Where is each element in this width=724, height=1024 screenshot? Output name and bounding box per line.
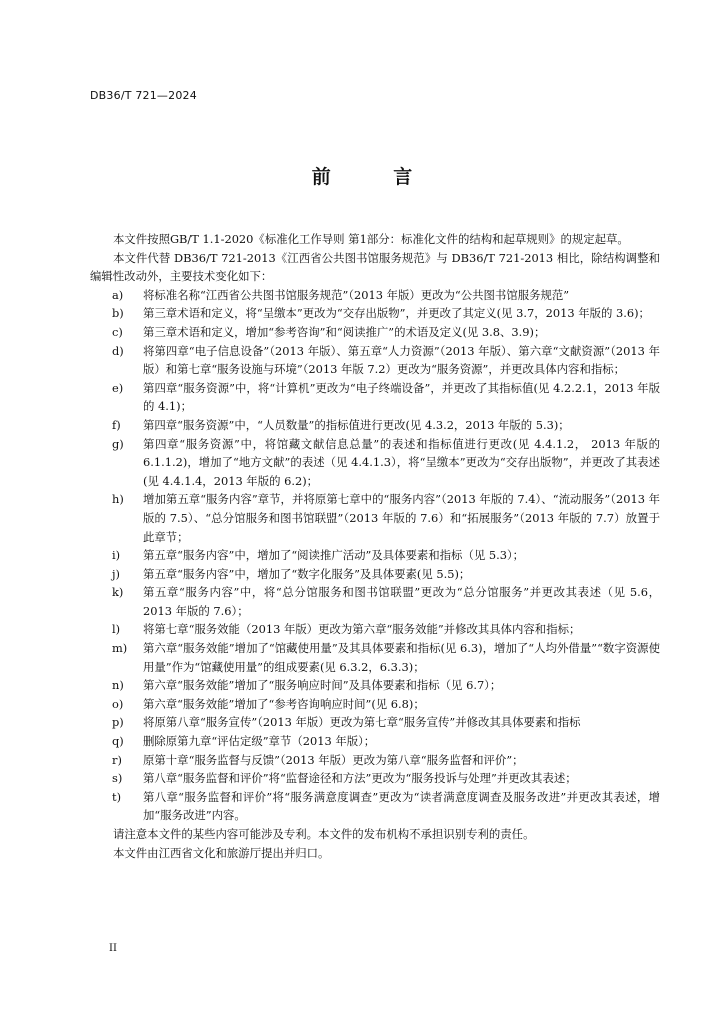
list-item-text: 第四章“服务资源”中，“人员数量”的指标值进行更改(见 4.3.2，2013 年版的 5.3)； xyxy=(143,417,570,432)
list-item-label: o) xyxy=(112,696,124,711)
list-item-label: h) xyxy=(112,492,124,507)
list-item xyxy=(90,769,660,788)
standard-code-header: DB36/T 721—2024 xyxy=(90,89,197,102)
list-item-text: 第八章“服务监督和评价”将“监督途径和方法”更改为“服务投诉与处理”并更改其表述； xyxy=(143,771,577,786)
list-item-label: m) xyxy=(112,641,128,656)
closing-paragraph: 请注意本文件的某些内容可能涉及专利。本文件的发布机构不承担识别专利的责任。 xyxy=(113,827,535,841)
page-title: 前 言 xyxy=(311,166,441,188)
list-item-text: 第五章“服务内容”中，增加了“数字化服务”及具体要素(见 5.5)； xyxy=(143,566,471,581)
list-item-text: 第三章术语和定义，增加“参考咨询”和“阅读推广”的术语及定义(见 3.8、3.9)； xyxy=(143,324,546,339)
list-item xyxy=(90,323,660,342)
list-item xyxy=(90,676,660,695)
list-item-label: n) xyxy=(112,678,124,693)
list-item xyxy=(90,304,660,323)
list-item-label: s) xyxy=(112,771,123,786)
list-item-text: 第四章“服务资源”中，将“计算机”更改为“电子终端设备”，并更改了其指标值(见 4.2.2.1，2013 年版的 4.1)； xyxy=(143,380,660,414)
list-item-text: 将原第八章“服务宣传”（2013 年版）更改为第七章“服务宣传”并修改其具体要素和指标 xyxy=(143,715,581,730)
list-item xyxy=(90,713,660,732)
list-item xyxy=(90,751,660,770)
list-item-text: 第四章“服务资源”中，将馆藏文献信息总量”的表述和指标值进行更改(见 4.4.1.2， 2013 年版的 6.1.1.2)，增加了“地方文献”的表述（见 4.4.1.3），将“呈缴本”更改为“交存出版物”，并更改了其表述(见 4.4.1.4，2013 年版的 6.2)； xyxy=(143,436,660,488)
foreword-body xyxy=(90,230,660,862)
list-item-label: f) xyxy=(112,417,121,432)
list-item xyxy=(90,435,660,491)
list-item-label: q) xyxy=(112,734,124,749)
page-number: II xyxy=(109,943,117,954)
list-item-text: 将标准名称“江西省公共图书馆服务规范”（2013 年版）更改为“公共图书馆服务规范” xyxy=(143,287,570,302)
list-item-label: r) xyxy=(112,752,122,767)
list-item-text: 第八章“服务监督和评价”将“服务满意度调查”更改为“读者满意度调查及服务改进”并更改其表述，增加“服务改进”内容。 xyxy=(143,789,660,823)
list-item-text: 第六章“服务效能”增加了“服务响应时间”及具体要素和指标（见 6.7）； xyxy=(143,678,502,693)
list-item-text: 原第十章“服务监督与反馈”（2013 年版）更改为第八章“服务监督和评价”； xyxy=(143,752,524,767)
list-item-label: j) xyxy=(112,566,120,581)
list-item-label: c) xyxy=(112,324,123,339)
list-item-label: t) xyxy=(112,789,122,804)
list-item-text: 将第四章“电子信息设备”（2013 年版）、第五章“人力资源”（2013 年版）、第六章“文献资源”（2013 年版）和第七章“服务设施与环境”（2013 年版 7.2）更改为“服务资源”，并更改具体内容和指标； xyxy=(143,343,660,377)
list-item xyxy=(90,695,660,714)
list-item xyxy=(90,379,660,416)
list-item xyxy=(90,546,660,565)
list-item xyxy=(90,416,660,435)
list-item-label: p) xyxy=(112,715,124,730)
list-item-text: 删除原第九章“评估定级”章节（2013 年版）； xyxy=(143,734,376,749)
change-list xyxy=(90,286,660,825)
list-item xyxy=(90,732,660,751)
list-item xyxy=(90,788,660,825)
list-item-label: l) xyxy=(112,622,121,637)
list-item-text: 将第七章“服务效能（2013 年版）更改为第六章“服务效能”并修改其具体内容和指标； xyxy=(143,622,581,637)
list-item-label: i) xyxy=(112,548,121,563)
list-item-label: a) xyxy=(112,287,124,302)
list-item-label: g) xyxy=(112,436,124,451)
list-item xyxy=(90,583,660,620)
list-item xyxy=(90,565,660,584)
list-item xyxy=(90,490,660,546)
list-item-text: 第六章“服务效能”增加了“参考咨询响应时间”(见 6.8)； xyxy=(143,696,425,711)
list-item xyxy=(90,620,660,639)
list-item-text: 增加第五章“服务内容”章节，并将原第七章中的“服务内容”（2013 年版的 7.4）、“流动服务”（2013 年版的 7.5）、“总分馆服务和图书馆联盟”（2013 年版的 7.6）和“拓展服务”（2013 年版的 7.7）放置于此章节； xyxy=(143,492,660,544)
list-item-label: b) xyxy=(112,306,124,321)
intro-paragraph: 本文件代替 DB36/T 721-2013《江西省公共图书馆服务规范》与 DB36/T 721-2013 相比，除结构调整和编辑性改动外，主要技术变化如下： xyxy=(90,250,660,284)
list-item-text: 第五章“服务内容”中，将“总分馆服务和图书馆联盟”更改为“总分馆服务”并更改其表述（见 5.6，2013 年版的 7.6）； xyxy=(143,585,660,618)
list-item-text: 第五章“服务内容”中，增加了“阅读推广活动”及具体要素和指标（见 5.3）； xyxy=(143,548,525,563)
intro-paragraph: 本文件按照GB/T 1.1-2020《标准化工作导则 第1部分：标准化文件的结构和起草规则》的规定起草。 xyxy=(113,232,629,246)
list-item xyxy=(90,286,660,305)
list-item xyxy=(90,639,660,676)
list-item-text: 第三章术语和定义，将“呈缴本”更改为“交存出版物”，并更改了其定义(见 3.7，2013 年版的 3.6)； xyxy=(143,306,650,321)
list-item-label: e) xyxy=(112,380,124,395)
closing-paragraph: 本文件由江西省文化和旅游厅提出并归口。 xyxy=(113,845,330,860)
list-item-label: d) xyxy=(112,343,124,358)
list-item xyxy=(90,342,660,379)
list-item-label: k) xyxy=(112,585,124,600)
list-item-text: 第六章“服务效能”增加了“馆藏使用量”及其具体要素和指标(见 6.3)，增加了“人均外借量”“数字资源使用量”作为“馆藏使用量”的组成要素(见 6.3.2，6.3.3)； xyxy=(143,641,660,674)
